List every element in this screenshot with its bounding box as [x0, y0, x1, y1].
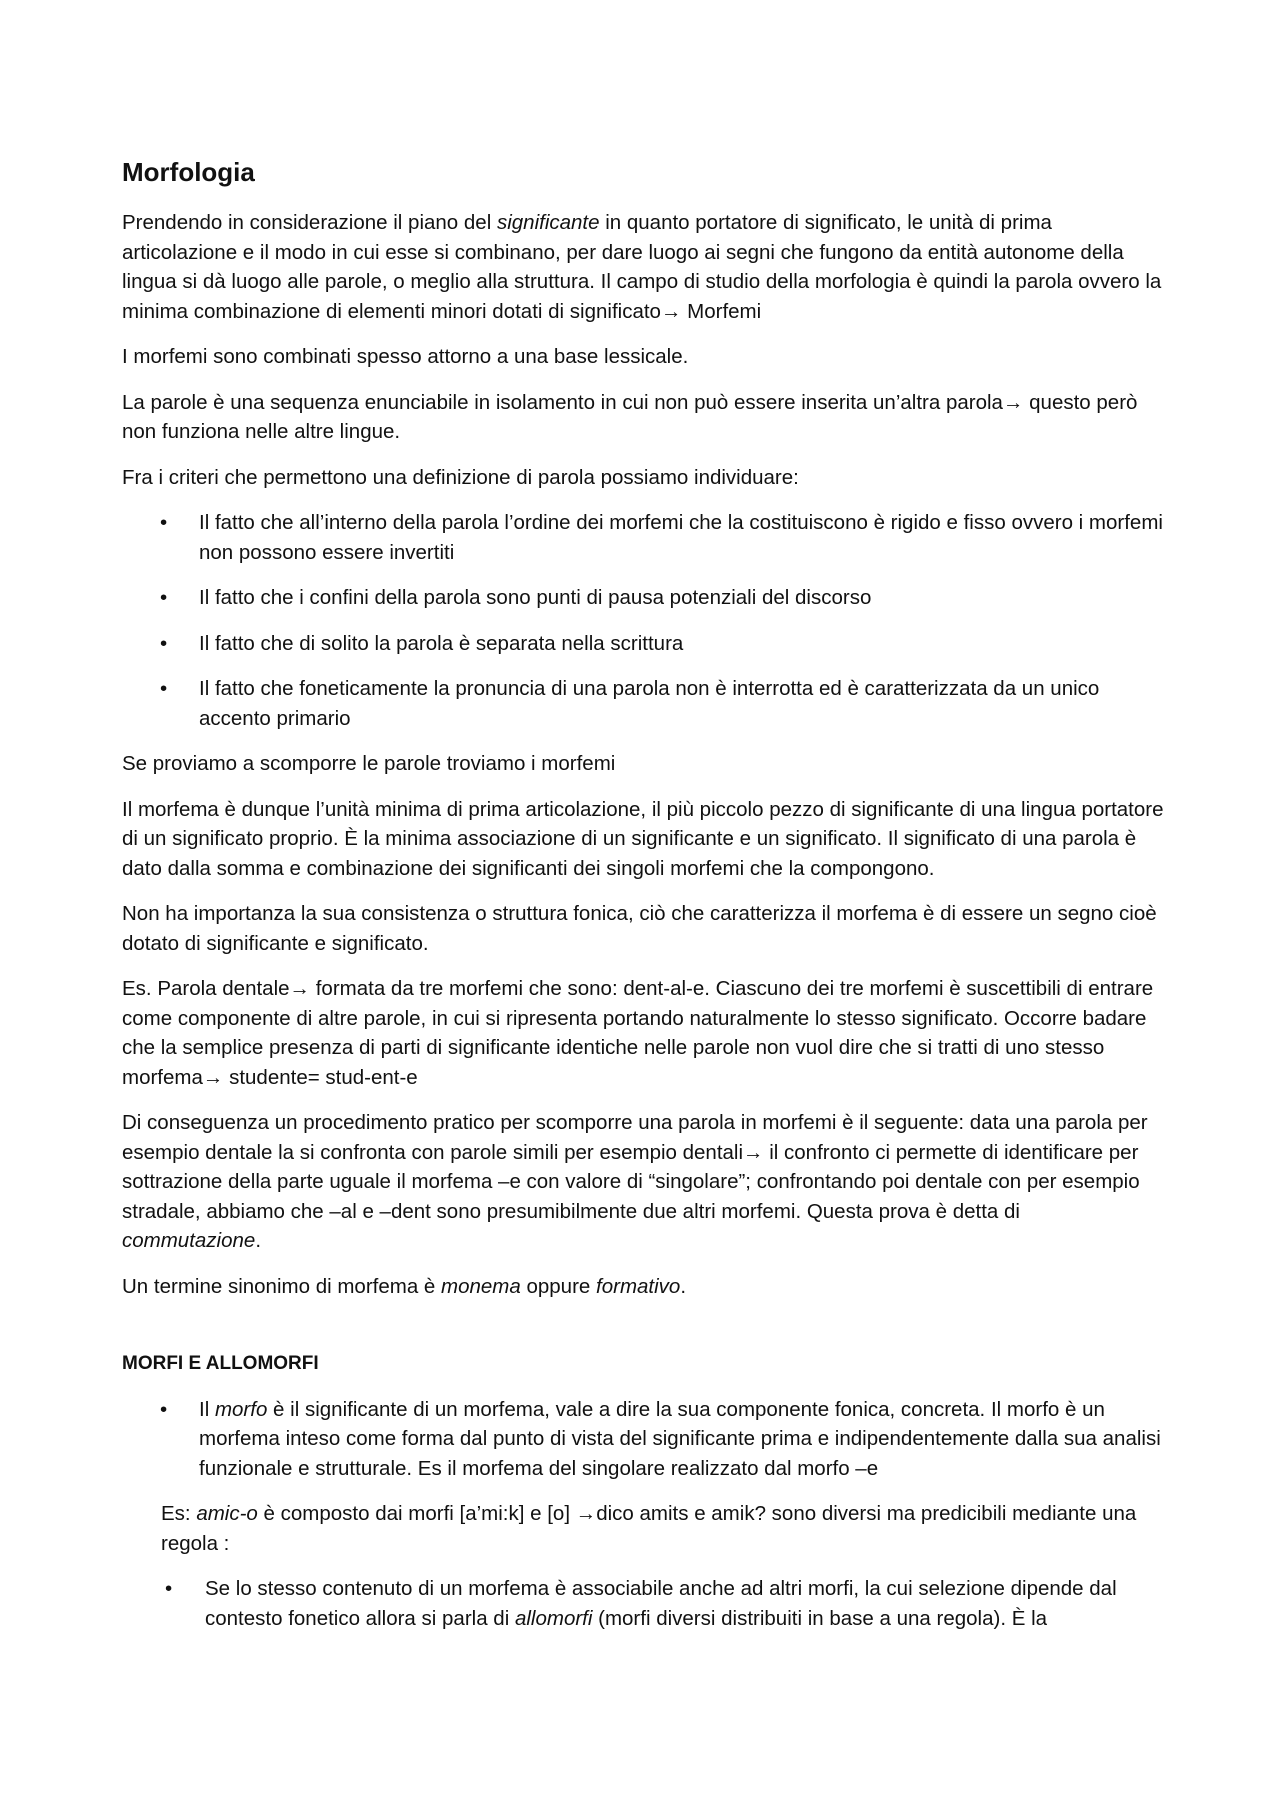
text-run: (morfi diversi distribuiti in base a una regola). È la — [592, 1606, 1048, 1630]
bullet-icon: • — [160, 631, 168, 655]
paragraph-commutazione — [122, 1108, 1164, 1256]
paragraph-esempio-amico — [122, 1499, 1164, 1558]
document-page — [122, 152, 1164, 1649]
list-item — [122, 1395, 1164, 1484]
italic-term-significante: significante — [496, 211, 600, 234]
section-heading-morfi-allomorfi: MORFI E ALLOMORFI — [122, 1353, 319, 1374]
list-item — [122, 508, 1164, 567]
list-item-text: Il fatto che foneticamente la pronuncia di una parola non è interrotta ed è caratterizzata da un unico accento primario — [199, 677, 1100, 730]
paragraph-morfema-definizione: Il morfema è dunque l’unità minima di prima articolazione, il più piccolo pezzo di significante di una lingua portatore di un significato proprio. È la minima associazione di un significante e un significato. Il significato di una parola è dato dalla somma e combinazione dei significanti dei singoli morfemi che la compongono. — [122, 797, 1164, 880]
bullet-icon: • — [160, 586, 168, 609]
text-run: è il significante di un morfema, vale a dire la sua componente fonica, concreta. Il morfo è un morfema inteso come forma dal punto di vista del significante prima e indipendentemente dalla sua analisi funzionale e strutturale. Es il morfema del singolare realizzato dal morfo –e — [199, 1397, 1161, 1480]
text-run: . — [255, 1229, 262, 1252]
paragraph-sinonimo — [122, 1272, 1164, 1302]
paragraph-consistenza: Non ha importanza la sua consistenza o struttura fonica, ciò che caratterizza il morfema è di essere un segno cioè dotato di significante e significato. — [122, 902, 1157, 955]
paragraph-criteri: Fra i criteri che permettono una definizione di parola possiamo individuare: — [122, 465, 799, 489]
text-run: Es: — [161, 1502, 197, 1525]
italic-term-commutazione: commutazione — [122, 1229, 256, 1252]
bullet-icon: • — [160, 511, 168, 534]
criteria-list — [122, 508, 1164, 733]
bullet-icon: • — [165, 1577, 173, 1600]
text-run: oppure — [520, 1274, 597, 1298]
paragraph-definizione-parola: La parole è una sequenza enunciabile in isolamento in cui non può essere inserita un’altra parola→ questo però non funziona nelle altre lingue. — [122, 390, 1138, 443]
allomorfi-list — [122, 1574, 1164, 1633]
page-title: Morfologia — [122, 157, 255, 187]
bullet-icon: • — [160, 1397, 168, 1421]
paragraph-base-lessicale: I morfemi sono combinati spesso attorno a una base lessicale. — [122, 345, 689, 368]
italic-term-allomorfi: allomorfi — [514, 1606, 593, 1630]
italic-term-morfo: morfo — [214, 1397, 268, 1421]
list-item — [122, 583, 1164, 613]
bullet-icon: • — [160, 677, 168, 700]
list-item-text: Il fatto che i confini della parola sono punti di pausa potenziali del discorso — [199, 586, 872, 609]
list-item — [122, 1574, 1164, 1633]
paragraph-esempio-dentale: Es. Parola dentale→ formata da tre morfemi che sono: dent-al-e. Ciascuno dei tre morfemi è suscettibili di entrare come componente di altre parole, in cui si ripresenta portando naturalmente lo stesso significato. Occorre badare che la semplice presenza di parti di significante identiche nelle parole non vuol dire che si tratti di uno stesso morfema→ studente= stud-ent-e — [122, 977, 1154, 1089]
text-run: . — [680, 1274, 687, 1298]
text-run: Prendendo in considerazione il piano del — [122, 211, 497, 234]
paragraph-scomporre: Se proviamo a scomporre le parole troviamo i morfemi — [122, 752, 616, 775]
list-item-text: Il fatto che di solito la parola è separata nella scrittura — [199, 631, 684, 655]
paragraph-intro — [122, 208, 1164, 326]
text-run: Il — [199, 1397, 215, 1421]
text-run: è composto dai morfi [a’mi:k] e [o] →dico amits e amik? sono diversi ma predicibili mediante una regola : — [161, 1502, 1137, 1555]
list-item-text: Il fatto che all’interno della parola l’ordine dei morfemi che la costituiscono è rigido e fisso ovvero i morfemi non possono essere invertiti — [199, 511, 1163, 564]
text-run: Di conseguenza un procedimento pratico per scomporre una parola in morfemi è il seguente: data una parola per esempio dentale la si confronta con parole simili per esempio dentali→ il confronto ci permette di identificare per sottrazione della parte uguale il morfema –e con valore di “singolare”; confrontando poi dentale con per esempio stradale, abbiamo che –al e –dent sono presumibilmente due altri morfemi. Questa prova è detta di — [122, 1111, 1148, 1223]
italic-term-formativo: formativo — [596, 1274, 681, 1298]
text-run: Se lo stesso contenuto di un morfema è associabile anche ad altri morfi, la cui selezione dipende dal contesto fonetico allora si parla di — [205, 1577, 1117, 1630]
italic-term-amico: amic-o — [196, 1502, 258, 1525]
text-run: Un termine sinonimo di morfema è — [122, 1274, 442, 1298]
text-run: in quanto portatore di significato, le unità di prima articolazione e il modo in cui esse si combinano, per dare luogo ai segni che fungono da entità autonome della lingua si dà luogo alle parole, o meglio alla struttura. Il campo di studio della morfologia è quindi la parola ovvero la minima combinazione di elementi minori dotati di significato→ Morfemi — [122, 211, 1162, 323]
italic-term-monema: monema — [441, 1274, 521, 1298]
list-item — [122, 629, 1164, 659]
list-item — [122, 674, 1164, 733]
morfi-list — [122, 1395, 1164, 1484]
